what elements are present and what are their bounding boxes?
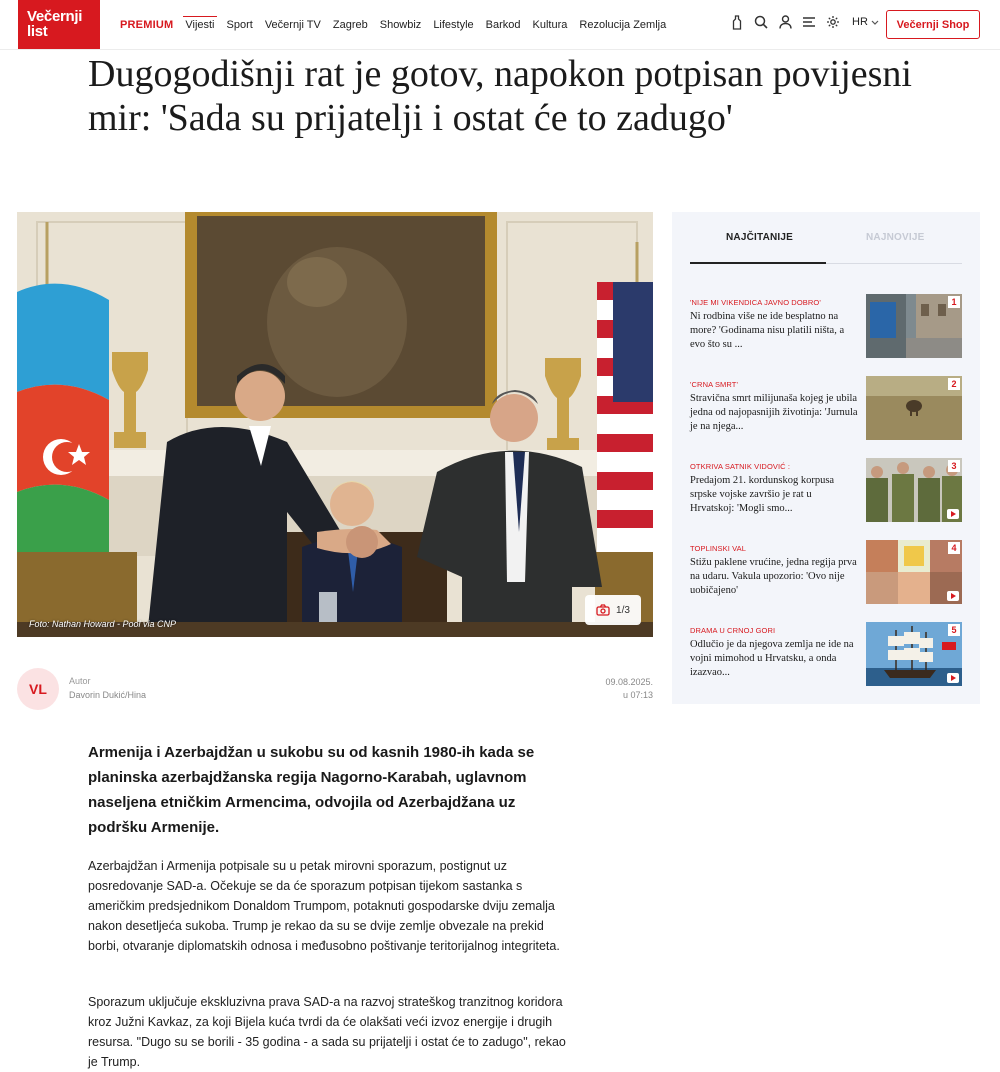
- nav-sport[interactable]: Sport: [226, 19, 253, 31]
- shop-button[interactable]: Večernji Shop: [886, 10, 980, 39]
- author-block: [17, 664, 653, 714]
- nav-vijesti[interactable]: Vijesti: [185, 0, 214, 50]
- site-logo[interactable]: [18, 0, 100, 49]
- rank-badge: 4: [948, 542, 960, 554]
- rank-badge: 2: [948, 378, 960, 390]
- search-icon[interactable]: [754, 14, 768, 30]
- article-thumbnail[interactable]: [866, 294, 962, 358]
- article-title[interactable]: Stravična smrt milijunaša kojeg je ubila jedna od najopasnijih životinja: 'Jurnula je na njega...: [690, 393, 858, 432]
- nav-zagreb[interactable]: Zagreb: [332, 19, 368, 31]
- header-icons: [730, 14, 879, 30]
- article-thumbnail[interactable]: [866, 540, 962, 604]
- tab-latest[interactable]: NAJNOVIJE: [866, 232, 925, 243]
- article-thumbnail[interactable]: [866, 458, 962, 522]
- nav-rezolucija-zemlja[interactable]: Rezolucija Zemlja: [579, 19, 667, 31]
- nav-barkod[interactable]: Barkod: [485, 19, 521, 31]
- camera-icon: [596, 604, 610, 616]
- author-name[interactable]: Davorin Dukić/Hina: [69, 690, 147, 700]
- publish-date-day: 09.08.2025.: [605, 677, 653, 687]
- nav-kultura[interactable]: Kultura: [532, 19, 568, 31]
- article-kicker: 'NIJE MI VIKENDICA JAVNO DOBRO': [690, 298, 821, 307]
- menu-icon[interactable]: [802, 14, 816, 30]
- rank-badge: 5: [948, 624, 960, 636]
- language-selector[interactable]: [852, 16, 879, 28]
- logo-line-1: Večernji: [27, 8, 83, 25]
- gallery-counter: 1/3: [616, 604, 630, 616]
- most-read-sidebar: [672, 212, 980, 704]
- chevron-down-icon: [871, 20, 879, 25]
- rank-badge: 3: [948, 460, 960, 472]
- article-lead: Armenija i Azerbajdžan u sukobu su od kasnih 1980-ih kada se planinska azerbajdžanska regija Nagorno-Karabah, uglavnom naseljena etničkim Armencima, odvojila od Azerbajdžana uz podršku Armenije.: [88, 744, 535, 836]
- nav-lifestyle[interactable]: Lifestyle: [433, 19, 474, 31]
- nav-premium[interactable]: PREMIUM: [120, 19, 174, 31]
- article-title[interactable]: Stižu paklene vrućine, jedna regija prva na udaru. Vakula upozorio: 'Ovo nije uobičajeno': [690, 557, 857, 596]
- sidebar-article-4[interactable]: [690, 544, 962, 610]
- nav-vecernji-tv[interactable]: Večernji TV: [264, 19, 321, 31]
- main-nav: [120, 0, 678, 50]
- video-play-icon: [947, 509, 959, 519]
- logo-line-2: list: [27, 23, 48, 40]
- article-title[interactable]: Odlučio je da njegova zemlja ne ide na vojni mimohod u Hrvatsku, a onda izazvao...: [690, 639, 854, 678]
- article-kicker: OTKRIVA SATNIK VIDOVIĆ :: [690, 462, 791, 471]
- article-paragraph: Azerbajdžan i Armenija potpisale su u petak mirovni sporazum, postignut uz posredovanje SAD-a. Očekuje se da će sporazum potpisan tijekom sastanka s američkim predsjednikom Donaldom Trumpom, potaknuti gospodarske dviju zemalja nakon desetljeća sukoba. Trump je rekao da su se dvije zemlje obvezale na prekid borbi, otvaranje diplomatskih odnosa i međusobno poštivanje teritorijalnog integriteta.: [88, 859, 560, 953]
- tab-most-read[interactable]: NAJČITANIJE: [726, 232, 794, 243]
- article-paragraph: Sporazum uključuje ekskluzivna prava SAD-a na razvoj strateškog tranzitnog koridora kroz Južni Kavkaz, za koji Bijela kuća tvrdi da će olakšati veći izvoz energije i drugih resursa. "Dugo su se borili - 35 godina - a sada su prijatelji i ostat će to zadugo", rekao je Trump.: [88, 995, 566, 1069]
- video-play-icon: [947, 673, 959, 683]
- gallery-button[interactable]: [585, 595, 641, 625]
- rank-badge: 1: [948, 296, 960, 308]
- article-thumbnail[interactable]: [866, 622, 962, 686]
- settings-icon[interactable]: [826, 14, 840, 30]
- publish-date-time: u 07:13: [622, 690, 653, 700]
- bottle-icon[interactable]: [730, 14, 744, 30]
- article-kicker: 'CRNA SMRT': [690, 380, 738, 389]
- language-label: HR: [852, 16, 868, 28]
- author-label: Autor: [69, 676, 91, 686]
- nav-showbiz[interactable]: Showbiz: [379, 19, 422, 31]
- photo-caption: Foto: Nathan Howard - Pool via CNP: [29, 619, 177, 629]
- hero-photo[interactable]: [17, 212, 653, 637]
- article-title[interactable]: Ni rodbina više ne ide besplatno na more? 'Godinama nisu platili ništa, a evo što su ...: [690, 311, 845, 350]
- sidebar-tabs: [690, 212, 962, 264]
- sidebar-article-5[interactable]: [690, 626, 962, 692]
- publish-date: [605, 676, 653, 702]
- site-header: [0, 0, 1000, 50]
- tab-active-indicator: [690, 262, 826, 264]
- article-title[interactable]: Predajom 21. kordunskog korpusa srpske vojske završio je rat u Hrvatskoj: 'Mogli smo...: [690, 475, 835, 514]
- article-thumbnail[interactable]: [866, 376, 962, 440]
- sidebar-article-3[interactable]: [690, 462, 962, 528]
- author-avatar[interactable]: VL: [17, 668, 59, 710]
- sidebar-article-1[interactable]: [690, 298, 962, 364]
- user-icon[interactable]: [778, 14, 792, 30]
- article-headline: Dugogodišnji rat je gotov, napokon potpisan povijesni mir: 'Sada su prijatelji i ostat će to zadugo': [88, 53, 912, 139]
- sidebar-article-2[interactable]: [690, 380, 962, 446]
- video-play-icon: [947, 591, 959, 601]
- article-kicker: DRAMA U CRNOJ GORI: [690, 626, 776, 635]
- hero-photo-illustration: [17, 212, 653, 637]
- article-kicker: TOPLINSKI VAL: [690, 544, 747, 553]
